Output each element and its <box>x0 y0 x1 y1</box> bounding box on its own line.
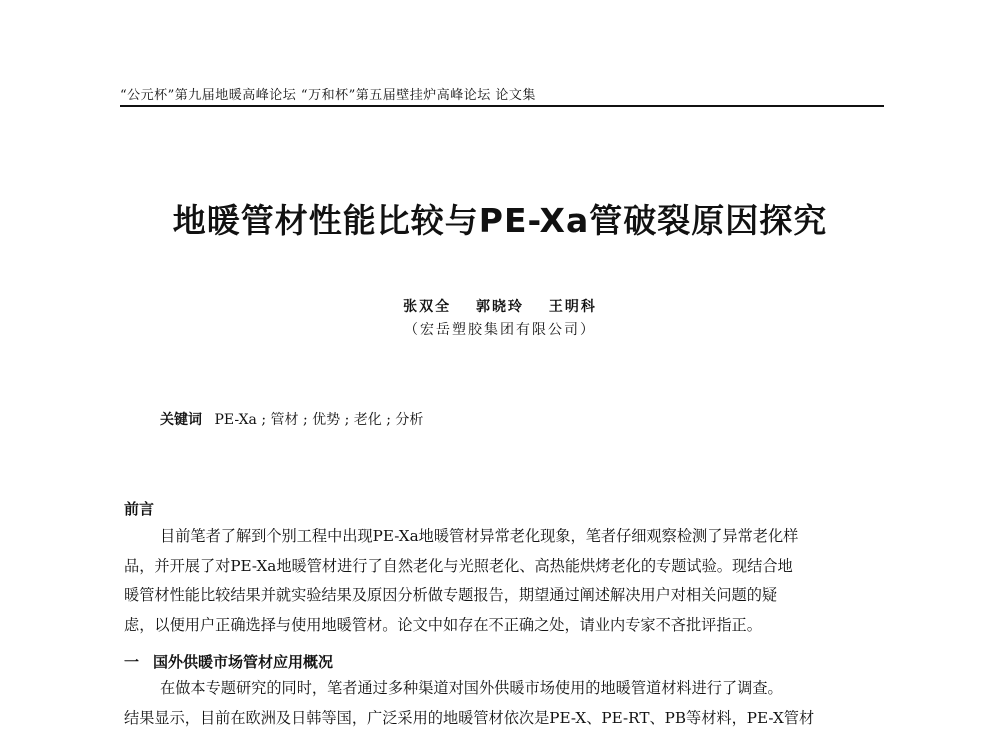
preface-paragraph <box>124 522 888 640</box>
section-number: 一 <box>124 653 139 671</box>
paragraph-line: 结果显示，目前在欧洲及日韩等国，广泛采用的地暖管材依次是PE-X、PE-RT、PB等材料，PE-X管材 <box>124 704 888 733</box>
keyword: ; 管材 <box>261 412 298 428</box>
author-list <box>0 296 1000 316</box>
author-name: 王明科 <box>549 299 597 315</box>
keyword: ; 优势 <box>303 412 340 428</box>
paragraph-line: 在做本专题研究的同时，笔者通过多种渠道对国外供暖市场使用的地暖管道材料进行了调查。 <box>124 674 888 704</box>
keywords-line <box>160 409 423 429</box>
keywords-label: 关键词 <box>160 412 202 428</box>
section-1-paragraph <box>124 674 888 733</box>
preface-heading: 前言 <box>124 498 154 519</box>
section-1-heading <box>124 651 333 672</box>
paragraph-line: 品，并开展了对PE-Xa地暖管材进行了自然老化与光照老化、高热能烘烤老化的专题试验。现结合地 <box>124 552 888 582</box>
running-header: “公元杯”第九届地暖高峰论坛 “万和杯”第五届壁挂炉高峰论坛 论文集 <box>120 84 884 103</box>
keyword: ; 分析 <box>386 412 423 428</box>
header-rule <box>120 105 884 107</box>
author-name: 郭晓玲 <box>476 299 524 315</box>
section-title: 国外供暖市场管材应用概况 <box>153 653 333 671</box>
author-affiliation: （宏岳塑胶集团有限公司） <box>0 319 1000 339</box>
author-name: 张双全 <box>403 299 451 315</box>
keyword: ; 老化 <box>345 412 382 428</box>
paragraph-line: 暖管材性能比较结果并就实验结果及原因分析做专题报告，期望通过阐述解决用户对相关问题的疑 <box>124 581 888 611</box>
keyword: PE-Xa <box>214 412 256 428</box>
paragraph-line: 虑，以便用户正确选择与使用地暖管材。论文中如存在不正确之处，请业内专家不吝批评指正。 <box>124 611 888 641</box>
article-title: 地暖管材性能比较与PE-Xa管破裂原因探究 <box>0 195 1000 242</box>
paragraph-line: 目前笔者了解到个别工程中出现PE-Xa地暖管材异常老化现象，笔者仔细观察检测了异常老化样 <box>124 522 888 552</box>
